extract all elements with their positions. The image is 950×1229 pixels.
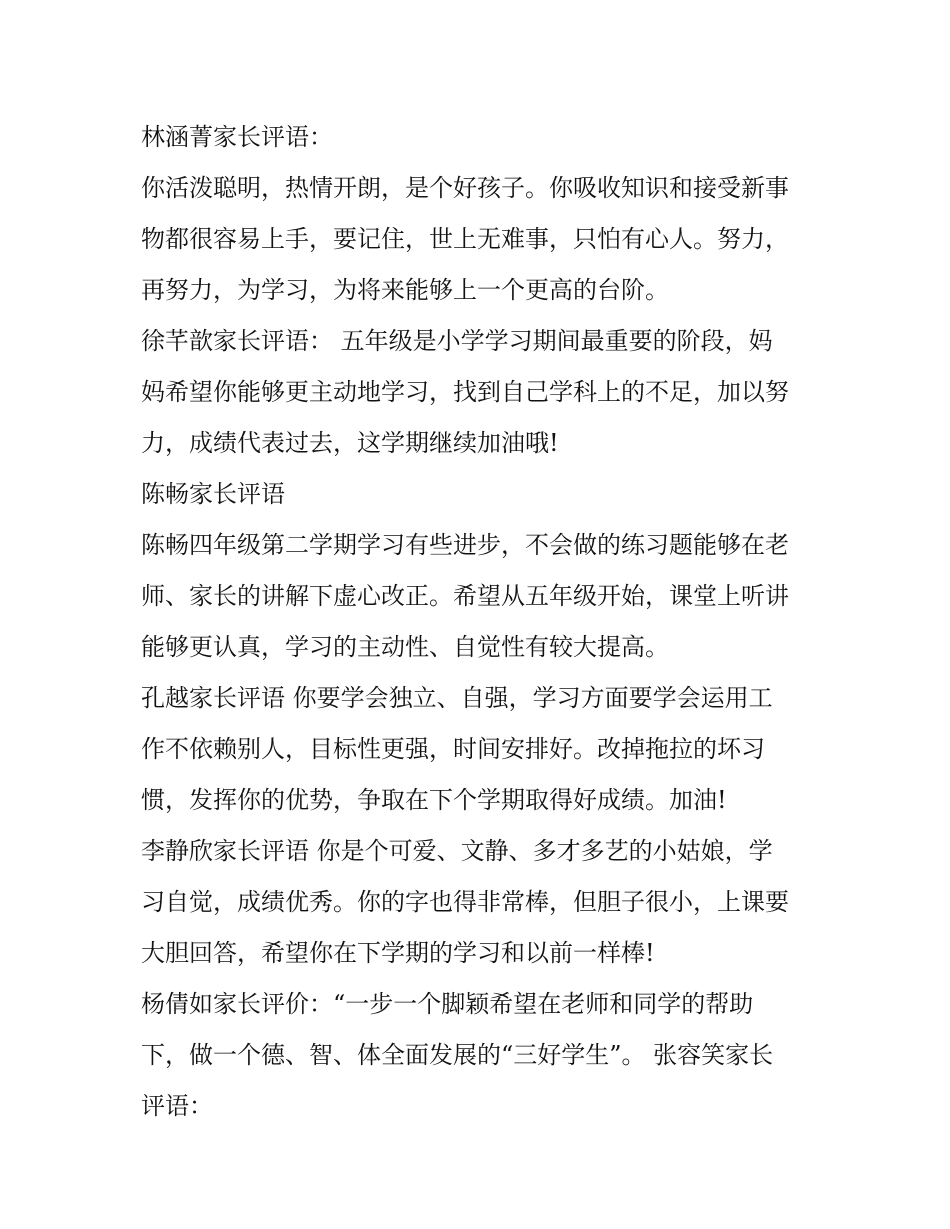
text-line: 评语： bbox=[141, 1092, 213, 1120]
text-line: 师、家长的讲解下虚心改正。希望从五年级开始，课堂上听讲 bbox=[141, 582, 789, 610]
text-line: 陈畅家长评语 bbox=[141, 480, 285, 508]
text-line: 能够更认真，学习的主动性、自觉性有较大提高。 bbox=[141, 633, 669, 661]
text-line: 李静欣家长评语 你是个可爱、文静、多才多艺的小姑娘，学 bbox=[141, 837, 773, 865]
text-line: 你活泼聪明，热情开朗，是个好孩子。你吸收知识和接受新事 bbox=[141, 174, 789, 202]
text-line: 习自觉，成绩优秀。你的字也得非常棒，但胆子很小，上课要 bbox=[141, 888, 789, 916]
text-line: 作不依赖别人，目标性更强，时间安排好。改掉拖拉的坏习 bbox=[141, 735, 765, 763]
text-line: 陈畅四年级第二学期学习有些进步，不会做的练习题能够在老 bbox=[141, 531, 789, 559]
text-line: 物都很容易上手，要记住，世上无难事，只怕有心人。努力， bbox=[141, 225, 789, 253]
text-line: 下，做一个德、智、体全面发展的“三好学生”。 张容笑家长 bbox=[141, 1041, 774, 1069]
text-line: 再努力，为学习，为将来能够上一个更高的台阶。 bbox=[141, 276, 669, 304]
text-line: 大胆回答，希望你在下学期的学习和以前一样棒! bbox=[141, 939, 655, 967]
text-line: 徐芊歆家长评语： 五年级是小学学习期间最重要的阶段，妈 bbox=[141, 327, 773, 355]
text-line: 妈希望你能够更主动地学习，找到自己学科上的不足，加以努 bbox=[141, 378, 789, 406]
document-body bbox=[141, 112, 821, 1132]
text-line: 杨倩如家长评价：“一步一个脚颖希望在老师和同学的帮助 bbox=[141, 990, 754, 1018]
text-line: 惯，发挥你的优势，争取在下个学期取得好成绩。加油! bbox=[141, 786, 727, 814]
text-line: 力，成绩代表过去，这学期继续加油哦! bbox=[141, 429, 559, 457]
text-line: 孔越家长评语 你要学会独立、自强，学习方面要学会运用工 bbox=[141, 684, 773, 712]
text-line: 林涵菁家长评语： bbox=[141, 123, 333, 151]
